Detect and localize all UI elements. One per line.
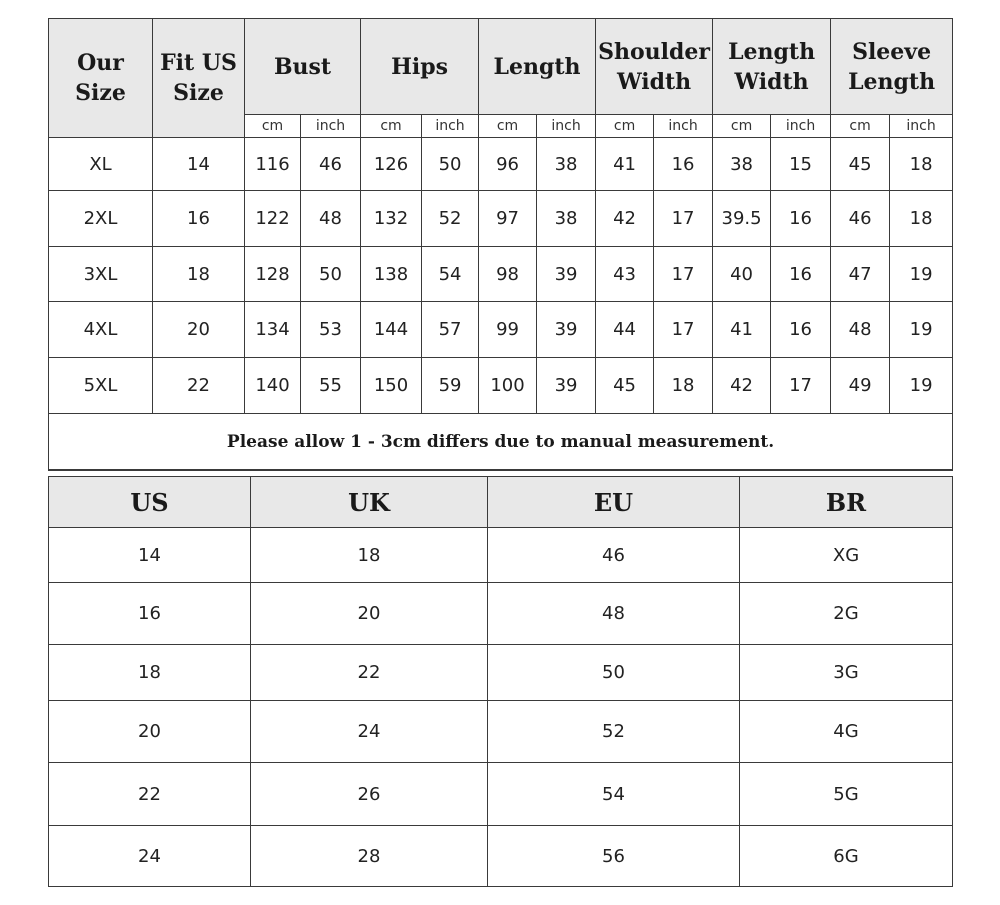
unit-inch: inch xyxy=(537,115,596,138)
cell-measurement: 18 xyxy=(654,358,713,414)
cell-eu: 50 xyxy=(488,645,740,701)
header-our-size: Our Size xyxy=(49,19,153,138)
cell-measurement: 138 xyxy=(361,247,422,302)
cell-measurement: 52 xyxy=(422,191,479,247)
cell-measurement: 19 xyxy=(890,358,953,414)
unit-cm: cm xyxy=(361,115,422,138)
cell-measurement: 57 xyxy=(422,302,479,358)
cell-measurement: 38 xyxy=(713,138,771,191)
cell-eu: 52 xyxy=(488,701,740,763)
cell-eu: 46 xyxy=(488,528,740,583)
cell-measurement: 18 xyxy=(890,138,953,191)
cell-br: 6G xyxy=(740,826,953,887)
cell-measurement: 41 xyxy=(596,138,654,191)
cell-our-size: 2XL xyxy=(49,191,153,247)
cell-measurement: 150 xyxy=(361,358,422,414)
cell-measurement: 18 xyxy=(890,191,953,247)
cell-our-size: XL xyxy=(49,138,153,191)
unit-cm: cm xyxy=(831,115,890,138)
cell-measurement: 46 xyxy=(301,138,361,191)
size-row xyxy=(49,247,953,302)
cell-br: 4G xyxy=(740,701,953,763)
size-row xyxy=(49,302,953,358)
cell-measurement: 39 xyxy=(537,358,596,414)
cell-measurement: 19 xyxy=(890,302,953,358)
conversion-row xyxy=(49,763,953,826)
unit-cm: cm xyxy=(713,115,771,138)
cell-measurement: 128 xyxy=(245,247,301,302)
size-row xyxy=(49,138,953,191)
cell-measurement: 16 xyxy=(771,191,831,247)
cell-measurement: 59 xyxy=(422,358,479,414)
cell-measurement: 39 xyxy=(537,247,596,302)
header-fit-us-size: Fit US Size xyxy=(153,19,245,138)
header-uk: UK xyxy=(251,477,488,528)
cell-measurement: 39 xyxy=(537,302,596,358)
cell-measurement: 17 xyxy=(771,358,831,414)
cell-uk: 26 xyxy=(251,763,488,826)
cell-measurement: 100 xyxy=(479,358,537,414)
cell-uk: 28 xyxy=(251,826,488,887)
cell-fit-us-size: 16 xyxy=(153,191,245,247)
header-sleeve-length: Sleeve Length xyxy=(831,19,953,115)
header-length: Length xyxy=(479,19,596,115)
cell-br: 2G xyxy=(740,583,953,645)
unit-cm: cm xyxy=(596,115,654,138)
conversion-row xyxy=(49,701,953,763)
unit-inch: inch xyxy=(422,115,479,138)
unit-inch: inch xyxy=(654,115,713,138)
cell-measurement: 132 xyxy=(361,191,422,247)
conversion-row xyxy=(49,583,953,645)
cell-fit-us-size: 20 xyxy=(153,302,245,358)
cell-us: 24 xyxy=(49,826,251,887)
size-chart-body xyxy=(49,138,953,414)
cell-measurement: 140 xyxy=(245,358,301,414)
cell-uk: 20 xyxy=(251,583,488,645)
unit-inch: inch xyxy=(771,115,831,138)
header-bust: Bust xyxy=(245,19,361,115)
cell-measurement: 99 xyxy=(479,302,537,358)
cell-measurement: 97 xyxy=(479,191,537,247)
cell-measurement: 144 xyxy=(361,302,422,358)
header-hips: Hips xyxy=(361,19,479,115)
cell-measurement: 53 xyxy=(301,302,361,358)
cell-br: XG xyxy=(740,528,953,583)
cell-uk: 18 xyxy=(251,528,488,583)
cell-measurement: 50 xyxy=(422,138,479,191)
cell-measurement: 45 xyxy=(831,138,890,191)
unit-cm: cm xyxy=(479,115,537,138)
cell-measurement: 98 xyxy=(479,247,537,302)
cell-us: 22 xyxy=(49,763,251,826)
cell-us: 14 xyxy=(49,528,251,583)
cell-measurement: 96 xyxy=(479,138,537,191)
cell-measurement: 15 xyxy=(771,138,831,191)
cell-measurement: 16 xyxy=(771,302,831,358)
cell-measurement: 47 xyxy=(831,247,890,302)
unit-inch: inch xyxy=(301,115,361,138)
cell-us: 20 xyxy=(49,701,251,763)
header-br: BR xyxy=(740,477,953,528)
header-shoulder-width: Shoulder Width xyxy=(596,19,713,115)
cell-uk: 24 xyxy=(251,701,488,763)
cell-our-size: 5XL xyxy=(49,358,153,414)
cell-measurement: 16 xyxy=(654,138,713,191)
cell-our-size: 4XL xyxy=(49,302,153,358)
cell-measurement: 55 xyxy=(301,358,361,414)
cell-measurement: 54 xyxy=(422,247,479,302)
cell-measurement: 16 xyxy=(771,247,831,302)
size-row xyxy=(49,358,953,414)
cell-fit-us-size: 18 xyxy=(153,247,245,302)
cell-eu: 54 xyxy=(488,763,740,826)
cell-measurement: 116 xyxy=(245,138,301,191)
cell-measurement: 49 xyxy=(831,358,890,414)
cell-measurement: 17 xyxy=(654,247,713,302)
cell-measurement: 45 xyxy=(596,358,654,414)
cell-measurement: 41 xyxy=(713,302,771,358)
cell-measurement: 126 xyxy=(361,138,422,191)
cell-measurement: 42 xyxy=(713,358,771,414)
size-conversion-table xyxy=(48,476,953,887)
header-us: US xyxy=(49,477,251,528)
cell-measurement: 46 xyxy=(831,191,890,247)
cell-measurement: 50 xyxy=(301,247,361,302)
cell-br: 5G xyxy=(740,763,953,826)
cell-measurement: 39.5 xyxy=(713,191,771,247)
conversion-chart-body xyxy=(49,528,953,887)
cell-uk: 22 xyxy=(251,645,488,701)
cell-our-size: 3XL xyxy=(49,247,153,302)
cell-measurement: 134 xyxy=(245,302,301,358)
unit-inch: inch xyxy=(890,115,953,138)
cell-measurement: 17 xyxy=(654,191,713,247)
cell-measurement: 48 xyxy=(301,191,361,247)
unit-cm: cm xyxy=(245,115,301,138)
cell-measurement: 43 xyxy=(596,247,654,302)
cell-eu: 56 xyxy=(488,826,740,887)
measurement-note: Please allow 1 - 3cm differs due to manual measurement. xyxy=(49,414,953,471)
cell-measurement: 17 xyxy=(654,302,713,358)
cell-br: 3G xyxy=(740,645,953,701)
cell-measurement: 38 xyxy=(537,138,596,191)
cell-fit-us-size: 22 xyxy=(153,358,245,414)
cell-measurement: 42 xyxy=(596,191,654,247)
header-eu: EU xyxy=(488,477,740,528)
cell-eu: 48 xyxy=(488,583,740,645)
cell-measurement: 44 xyxy=(596,302,654,358)
cell-measurement: 40 xyxy=(713,247,771,302)
cell-fit-us-size: 14 xyxy=(153,138,245,191)
conversion-row xyxy=(49,528,953,583)
conversion-row xyxy=(49,645,953,701)
cell-us: 16 xyxy=(49,583,251,645)
size-chart-table xyxy=(48,18,953,471)
cell-us: 18 xyxy=(49,645,251,701)
header-length-width: Length Width xyxy=(713,19,831,115)
cell-measurement: 38 xyxy=(537,191,596,247)
conversion-row xyxy=(49,826,953,887)
size-row xyxy=(49,191,953,247)
cell-measurement: 19 xyxy=(890,247,953,302)
cell-measurement: 122 xyxy=(245,191,301,247)
cell-measurement: 48 xyxy=(831,302,890,358)
